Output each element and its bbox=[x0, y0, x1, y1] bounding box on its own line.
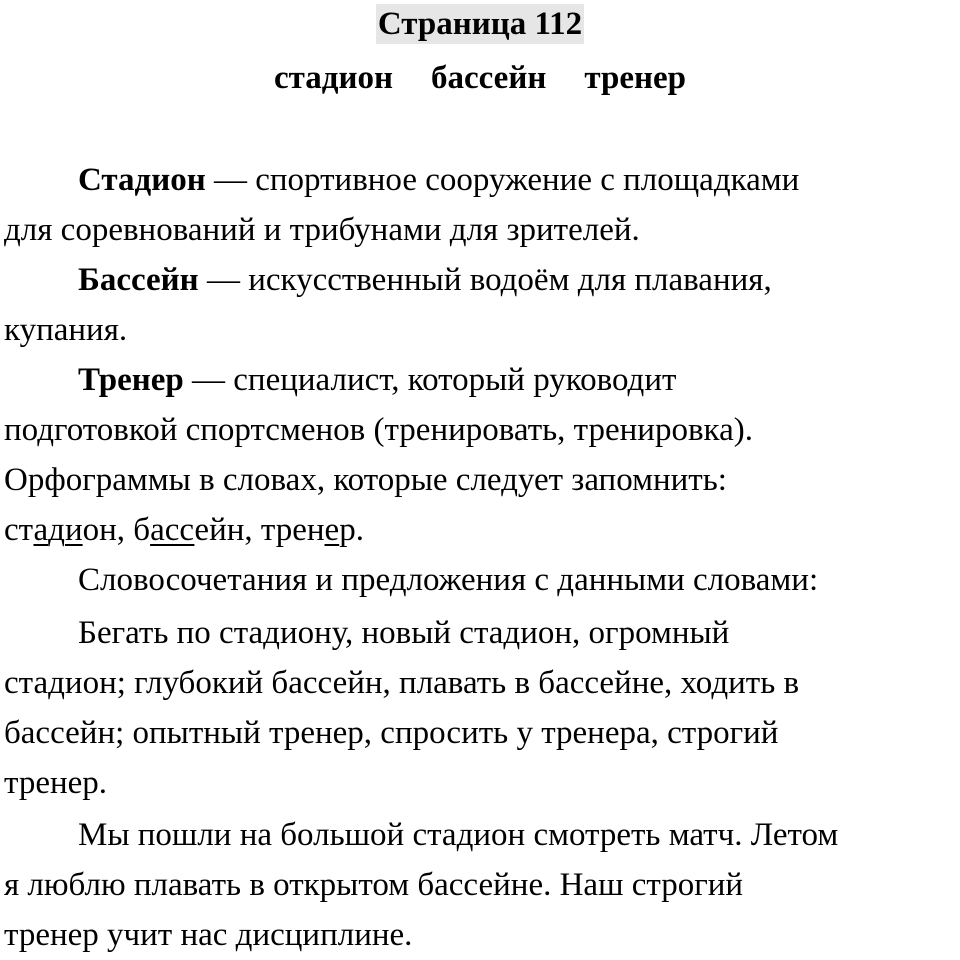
word-part: б bbox=[133, 512, 151, 548]
orthograms-intro: Орфограммы в словах, которые следует запомнить: bbox=[4, 462, 727, 498]
page-title-wrap bbox=[0, 4, 960, 44]
word-part: ейн, bbox=[194, 512, 261, 548]
orthograms-words bbox=[4, 510, 364, 550]
phrases-heading: Словосочетания и предложения с данными словами: bbox=[78, 562, 819, 598]
vocab-word-stadion: стадион bbox=[274, 60, 393, 96]
sentences-line-3: тренер учит нас дисциплине. bbox=[4, 917, 413, 953]
underlined-letter: асс bbox=[150, 512, 195, 548]
word-part: р. bbox=[339, 512, 364, 548]
definition-stadion-line1 bbox=[78, 160, 799, 200]
word-part: д bbox=[48, 512, 65, 548]
word-part: трен bbox=[260, 512, 325, 548]
definition-term: Тренер bbox=[78, 362, 184, 398]
definition-dash: — bbox=[205, 162, 256, 198]
underlined-letter: и bbox=[64, 512, 83, 548]
definition-term: Стадион bbox=[78, 162, 206, 198]
sentences-line-1: Мы пошли на большой стадион смотреть матч. Летом bbox=[78, 817, 839, 853]
phrases-line-4: тренер. bbox=[4, 765, 108, 801]
definition-trener-line2: подготовкой спортсменов (тренировать, тренировка). bbox=[4, 412, 753, 448]
word-part: он, bbox=[82, 512, 134, 548]
word-part: ст bbox=[4, 512, 34, 548]
underlined-letter: е bbox=[324, 512, 340, 548]
definition-term: Бассейн bbox=[78, 262, 199, 298]
definition-text: спортивное сооружение с площадками bbox=[255, 162, 800, 198]
definition-trener-line1 bbox=[78, 360, 676, 400]
definition-text: специалист, который руководит bbox=[233, 362, 677, 398]
vocab-word-bassein: бассейн bbox=[430, 60, 547, 96]
definition-stadion-line2: для соревнований и трибунами для зрителей. bbox=[4, 212, 640, 248]
definition-bassein-line1 bbox=[78, 260, 772, 300]
phrases-line-3: бассейн; опытный тренер, спросить у тренера, строгий bbox=[4, 715, 779, 751]
definition-dash: — bbox=[198, 262, 249, 298]
phrases-line-2: стадион; глубокий бассейн, плавать в бассейне, ходить в bbox=[4, 665, 800, 701]
definition-text: искусственный водоём для плавания, bbox=[248, 262, 772, 298]
vocab-word-trener: тренер bbox=[584, 60, 686, 96]
definition-bassein-line2: купания. bbox=[4, 312, 128, 348]
vocabulary-words bbox=[0, 58, 960, 98]
phrases-line-1: Бегать по стадиону, новый стадион, огромный bbox=[78, 615, 730, 651]
page-title: Страница 112 bbox=[377, 6, 583, 42]
sentences-line-2: я люблю плавать в открытом бассейне. Наш строгий bbox=[4, 867, 744, 903]
definition-dash: — bbox=[183, 362, 234, 398]
underlined-letter: а bbox=[33, 512, 49, 548]
